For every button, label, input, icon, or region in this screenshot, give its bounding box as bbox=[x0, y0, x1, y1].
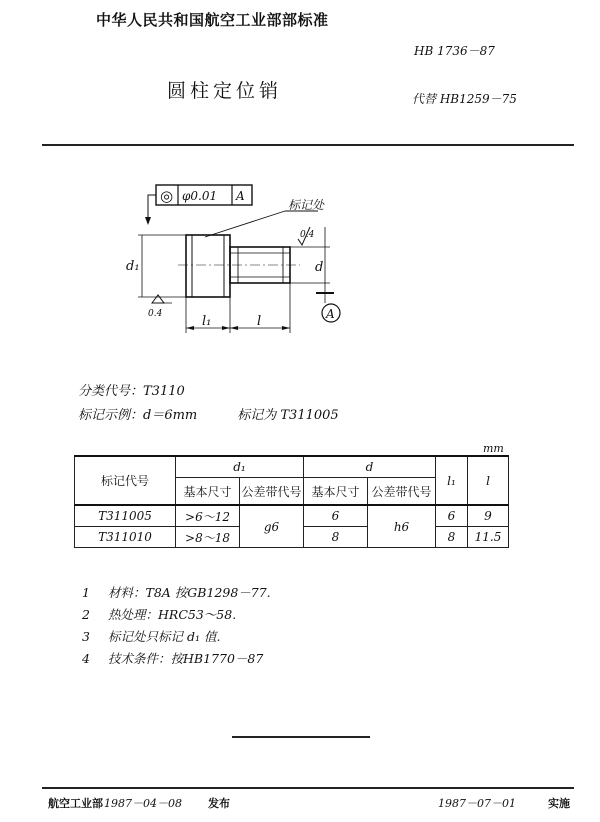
header-d1-basic: 基本尺寸 bbox=[176, 478, 240, 506]
top-rule bbox=[42, 144, 574, 146]
note-number: 4 bbox=[82, 651, 90, 666]
row-code: T311005 bbox=[75, 505, 176, 527]
header-d: d bbox=[304, 456, 436, 478]
header-d1: d₁ bbox=[176, 456, 304, 478]
d-tolerance-value: h6 bbox=[368, 505, 436, 548]
row-d-basic: 6 bbox=[304, 505, 368, 527]
note-number: 1 bbox=[82, 585, 90, 600]
marking-example bbox=[78, 404, 339, 423]
roughness-top-value: 0.4 bbox=[300, 230, 315, 240]
dimension-l1: l₁ bbox=[202, 314, 212, 329]
dimension-d: d bbox=[315, 260, 324, 275]
marking-label: 标记处 bbox=[288, 198, 325, 212]
notes-list bbox=[82, 582, 271, 670]
note-item bbox=[82, 648, 271, 670]
table-unit: mm bbox=[483, 442, 504, 455]
header-marking-code: 标记代号 bbox=[75, 456, 176, 505]
dimension-l: l bbox=[257, 314, 262, 329]
header-org-title: 中华人民共和国航空工业部部标准 bbox=[96, 12, 329, 29]
note-item bbox=[82, 582, 271, 604]
tolerance-frame bbox=[145, 185, 252, 225]
row-l1: 6 bbox=[436, 505, 468, 527]
pin-drawing bbox=[120, 175, 360, 350]
row-l: 9 bbox=[468, 505, 509, 527]
row-d1-basic: >6～12 bbox=[176, 505, 240, 527]
tolerance-datum: A bbox=[236, 189, 245, 203]
footer-implemented: 实施 bbox=[548, 798, 570, 810]
marking-example-spec: 标记示例：d＝6mm bbox=[78, 408, 198, 423]
pin-head bbox=[186, 235, 230, 297]
marking-example-code: 标记为 T311005 bbox=[237, 408, 339, 423]
row-l1: 8 bbox=[436, 527, 468, 548]
footer-implementation-date: 1987－07－01 bbox=[438, 797, 516, 810]
note-text: 标记处只标记 d₁ 值. bbox=[108, 629, 221, 644]
note-text: 热处理：HRC53～58. bbox=[108, 607, 237, 622]
classification-code: 分类代号：T3110 bbox=[78, 384, 185, 399]
end-rule bbox=[232, 736, 370, 738]
header-d-tolerance: 公差带代号 bbox=[368, 478, 436, 506]
note-number: 2 bbox=[82, 607, 90, 622]
header-d1-tolerance: 公差带代号 bbox=[240, 478, 304, 506]
note-number: 3 bbox=[82, 629, 90, 644]
roughness-bottom-value: 0.4 bbox=[148, 309, 163, 319]
dimension-d1: d₁ bbox=[126, 259, 140, 274]
datum-label: A bbox=[326, 307, 335, 321]
row-code: T311010 bbox=[75, 527, 176, 548]
footer-issue-date: 1987－04－08 bbox=[104, 797, 182, 810]
note-item bbox=[82, 604, 271, 626]
spec-table bbox=[74, 455, 509, 548]
tolerance-value: φ0.01 bbox=[182, 189, 218, 203]
header-d-basic: 基本尺寸 bbox=[304, 478, 368, 506]
document-title: 圆柱定位销 bbox=[167, 80, 283, 102]
row-l: 11.5 bbox=[468, 527, 509, 548]
table-row bbox=[75, 505, 509, 527]
row-d-basic: 8 bbox=[304, 527, 368, 548]
footer-org: 航空工业部 bbox=[48, 798, 103, 810]
footer-rule bbox=[42, 787, 574, 789]
standard-number: HB 1736－87 bbox=[414, 44, 495, 58]
note-text: 技术条件：按HB1770－87 bbox=[108, 651, 264, 666]
row-d1-basic: >8～18 bbox=[176, 527, 240, 548]
concentricity-icon: ◎ bbox=[160, 187, 174, 205]
header-l: l bbox=[468, 456, 509, 505]
d1-tolerance-value: g6 bbox=[240, 505, 304, 548]
header-l1: l₁ bbox=[436, 456, 468, 505]
note-item bbox=[82, 626, 271, 648]
footer-issued: 发布 bbox=[208, 798, 230, 810]
replaces-standard: 代替 HB1259－75 bbox=[412, 92, 517, 106]
note-text: 材料：T8A 按GB1298－77. bbox=[108, 585, 271, 600]
